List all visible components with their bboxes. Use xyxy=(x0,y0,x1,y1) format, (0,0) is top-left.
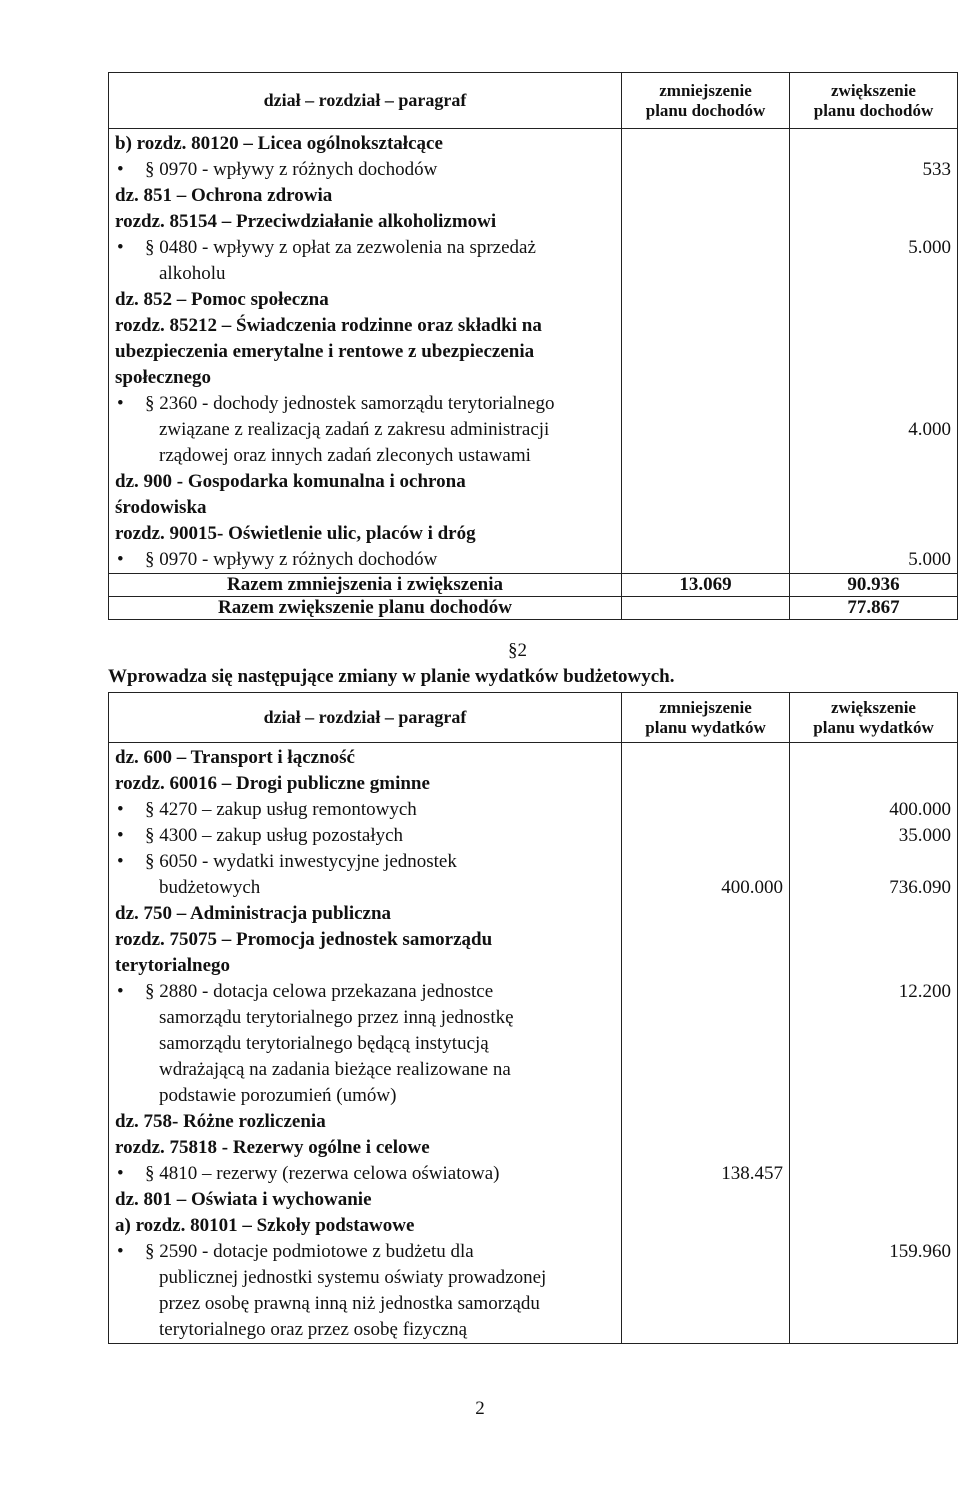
budget-item: • § 4270 – zakup usług remontowych xyxy=(115,797,615,823)
total-increase-2: 77.867 xyxy=(790,597,958,620)
budget-heading: rozdz. 75818 - Rezerwy ogólne i celowe xyxy=(115,1137,430,1158)
increase-value xyxy=(796,365,951,391)
expenditure-table-header xyxy=(109,693,958,743)
increase-value xyxy=(796,1057,951,1083)
header-increase-2-line2: planu wydatków xyxy=(813,717,934,737)
decrease-value xyxy=(628,1239,783,1265)
budget-heading: rozdz. 85212 – Świadczenia rodzinne oraz składki na xyxy=(115,315,542,336)
header-decrease-2 xyxy=(622,693,790,743)
revenue-table-body xyxy=(109,73,958,620)
budget-item: • § 2360 - dochody jednostek samorządu terytorialnego xyxy=(115,391,615,417)
section-mark: §2 xyxy=(508,640,527,661)
total-decrease-1: 13.069 xyxy=(622,574,790,597)
increase-value xyxy=(796,183,951,209)
budget-heading: dz. 852 – Pomoc społeczna xyxy=(115,289,329,310)
budget-heading: rozdz. 90015- Oświetlenie ulic, placów i dróg xyxy=(115,523,476,544)
decrease-value xyxy=(628,235,783,261)
decrease-value xyxy=(628,287,783,313)
total-row-2 xyxy=(109,597,958,620)
decrease-value xyxy=(628,1213,783,1239)
header-decrease-line2: planu dochodów xyxy=(645,100,766,120)
budget-item-continuation: samorządu terytorialnego przez inną jednostkę xyxy=(159,1007,514,1028)
budget-item: • § 2590 - dotacje podmiotowe z budżetu dla xyxy=(115,1239,615,1265)
decrease-value: 138.457 xyxy=(721,1163,783,1184)
budget-item-continuation: terytorialnego oraz przez osobę fizyczną xyxy=(159,1319,468,1340)
revenue-decrease-column xyxy=(622,129,790,574)
increase-value xyxy=(796,1161,951,1187)
revenue-increase-column xyxy=(790,129,958,574)
budget-item-continuation: przez osobę prawną inną niż jednostka samorządu xyxy=(159,1293,540,1314)
increase-value xyxy=(796,469,951,495)
header-increase-2-line1: zwiększenie xyxy=(831,697,916,717)
header-section-2: dział – rozdział – paragraf xyxy=(109,693,622,743)
decrease-value xyxy=(628,823,783,849)
header-decrease xyxy=(622,73,790,129)
header-increase xyxy=(790,73,958,129)
budget-heading: terytorialnego xyxy=(115,955,231,976)
increase-value xyxy=(796,313,951,339)
decrease-value xyxy=(628,927,783,953)
decrease-value xyxy=(628,771,783,797)
increase-value xyxy=(796,261,951,287)
decrease-value xyxy=(628,313,783,339)
decrease-value xyxy=(628,157,783,183)
increase-value xyxy=(796,1291,951,1317)
expenditure-increase-column xyxy=(790,743,958,1344)
budget-heading: społecznego xyxy=(115,367,212,388)
decrease-value xyxy=(628,1109,783,1135)
budget-item-continuation: rządowej oraz innych zadań zleconych ustawami xyxy=(159,445,531,466)
increase-value xyxy=(796,1083,951,1109)
budget-item: • § 0480 - wpływy z opłat za zezwolenia na sprzedaż xyxy=(115,235,615,261)
decrease-value xyxy=(628,417,783,443)
decrease-value xyxy=(628,547,783,573)
budget-heading: środowiska xyxy=(115,497,207,518)
decrease-value xyxy=(628,1135,783,1161)
decrease-value xyxy=(628,339,783,365)
budget-heading: rozdz. 85154 – Przeciwdziałanie alkoholizmowi xyxy=(115,211,497,232)
decrease-value xyxy=(628,261,783,287)
increase-value: 159.960 xyxy=(889,1241,951,1262)
decrease-value: 400.000 xyxy=(721,877,783,898)
increase-value xyxy=(796,1213,951,1239)
decrease-value xyxy=(628,901,783,927)
increase-value xyxy=(796,1005,951,1031)
page-number: 2 xyxy=(475,1398,485,1419)
header-decrease-2-line2: planu wydatków xyxy=(645,717,766,737)
budget-item: • § 2880 - dotacja celowa przekazana jednostce xyxy=(115,979,615,1005)
decrease-value xyxy=(628,1005,783,1031)
budget-item-continuation: związane z realizacją zadań z zakresu administracji xyxy=(159,419,550,440)
budget-heading: dz. 758- Różne rozliczenia xyxy=(115,1111,326,1132)
budget-heading: dz. 851 – Ochrona zdrowia xyxy=(115,185,333,206)
increase-value xyxy=(796,1317,951,1343)
increase-value: 400.000 xyxy=(889,799,951,820)
increase-value xyxy=(796,1135,951,1161)
budget-item-continuation: publicznej jednostki systemu oświaty prowadzonej xyxy=(159,1267,547,1288)
increase-value: 5.000 xyxy=(908,549,951,570)
budget-item: • § 0970 - wpływy z różnych dochodów xyxy=(115,547,615,573)
header-decrease-2-line1: zmniejszenie xyxy=(659,697,752,717)
increase-value xyxy=(796,849,951,875)
budget-item-continuation: budżetowych xyxy=(159,877,261,898)
increase-value xyxy=(796,391,951,417)
increase-value: 5.000 xyxy=(908,237,951,258)
increase-value: 533 xyxy=(922,159,951,180)
budget-heading: rozdz. 75075 – Promocja jednostek samorządu xyxy=(115,929,493,950)
budget-heading: dz. 600 – Transport i łączność xyxy=(115,747,355,768)
total-label-2: Razem zwiększenie planu dochodów xyxy=(109,597,622,620)
increase-value xyxy=(796,287,951,313)
decrease-value xyxy=(628,953,783,979)
budget-item-continuation: alkoholu xyxy=(159,263,226,284)
decrease-value xyxy=(628,849,783,875)
decrease-value xyxy=(628,131,783,157)
budget-heading: b) rozdz. 80120 – Licea ogólnokształcące xyxy=(115,133,443,154)
increase-value xyxy=(796,1109,951,1135)
increase-value xyxy=(796,927,951,953)
increase-value: 4.000 xyxy=(908,419,951,440)
decrease-value xyxy=(628,745,783,771)
increase-value xyxy=(796,339,951,365)
increase-value xyxy=(796,443,951,469)
expenditure-decrease-column xyxy=(622,743,790,1344)
decrease-value xyxy=(628,365,783,391)
increase-value xyxy=(796,745,951,771)
total-increase-1: 90.936 xyxy=(790,574,958,597)
decrease-value xyxy=(628,797,783,823)
budget-heading: dz. 750 – Administracja publiczna xyxy=(115,903,392,924)
decrease-value xyxy=(628,1031,783,1057)
budget-item-continuation: wdrażającą na zadania bieżące realizowane na xyxy=(159,1059,511,1080)
decrease-value xyxy=(628,1291,783,1317)
budget-heading: ubezpieczenia emerytalne i rentowe z ubezpieczenia xyxy=(115,341,535,362)
decrease-value xyxy=(628,391,783,417)
total-decrease-2 xyxy=(622,597,790,620)
increase-value xyxy=(796,1031,951,1057)
decrease-value xyxy=(628,1057,783,1083)
budget-item: • § 4300 – zakup usług pozostałych xyxy=(115,823,615,849)
header-increase-2 xyxy=(790,693,958,743)
increase-value xyxy=(796,953,951,979)
revenue-table-content xyxy=(109,129,958,574)
total-label-1: Razem zmniejszenia i zwiększenia xyxy=(109,574,622,597)
budget-heading: dz. 801 – Oświata i wychowanie xyxy=(115,1189,372,1210)
header-increase-line2: planu dochodów xyxy=(813,100,934,120)
increase-value xyxy=(796,901,951,927)
budget-item-continuation: samorządu terytorialnego będącą instytucją xyxy=(159,1033,489,1054)
header-decrease-line1: zmniejszenie xyxy=(659,80,752,100)
section-intro: Wprowadza się następujące zmiany w planie wydatków budżetowych. xyxy=(108,666,675,687)
increase-value xyxy=(796,771,951,797)
increase-value xyxy=(796,1265,951,1291)
increase-value: 35.000 xyxy=(898,825,951,846)
decrease-value xyxy=(628,1187,783,1213)
budget-item: • § 4810 – rezerwy (rezerwa celowa oświatowa) xyxy=(115,1161,615,1187)
increase-value xyxy=(796,495,951,521)
decrease-value xyxy=(628,1317,783,1343)
decrease-value xyxy=(628,521,783,547)
decrease-value xyxy=(628,1265,783,1291)
decrease-value xyxy=(628,443,783,469)
expenditure-items-column xyxy=(109,743,622,1344)
revenue-table-header xyxy=(109,73,958,129)
revenue-changes-table xyxy=(108,72,958,620)
budget-item: • § 6050 - wydatki inwestycyjne jednostek xyxy=(115,849,615,875)
expenditure-table-body xyxy=(109,693,958,1344)
decrease-value xyxy=(628,469,783,495)
decrease-value xyxy=(628,1083,783,1109)
increase-value: 736.090 xyxy=(889,877,951,898)
budget-heading: a) rozdz. 80101 – Szkoły podstawowe xyxy=(115,1215,415,1236)
header-increase-line1: zwiększenie xyxy=(831,80,916,100)
budget-item: • § 0970 - wpływy z różnych dochodów xyxy=(115,157,615,183)
header-section: dział – rozdział – paragraf xyxy=(109,73,622,129)
budget-item-continuation: podstawie porozumień (umów) xyxy=(159,1085,397,1106)
increase-value: 12.200 xyxy=(898,981,951,1002)
decrease-value xyxy=(628,979,783,1005)
decrease-value xyxy=(628,209,783,235)
increase-value xyxy=(796,209,951,235)
decrease-value xyxy=(628,495,783,521)
increase-value xyxy=(796,1187,951,1213)
revenue-items-column xyxy=(109,129,622,574)
total-row-1 xyxy=(109,574,958,597)
expenditure-table-content xyxy=(109,743,958,1344)
budget-heading: rozdz. 60016 – Drogi publiczne gminne xyxy=(115,773,430,794)
expenditure-changes-table xyxy=(108,692,958,1344)
decrease-value xyxy=(628,183,783,209)
increase-value xyxy=(796,521,951,547)
increase-value xyxy=(796,131,951,157)
budget-heading: dz. 900 - Gospodarka komunalna i ochrona xyxy=(115,471,466,492)
